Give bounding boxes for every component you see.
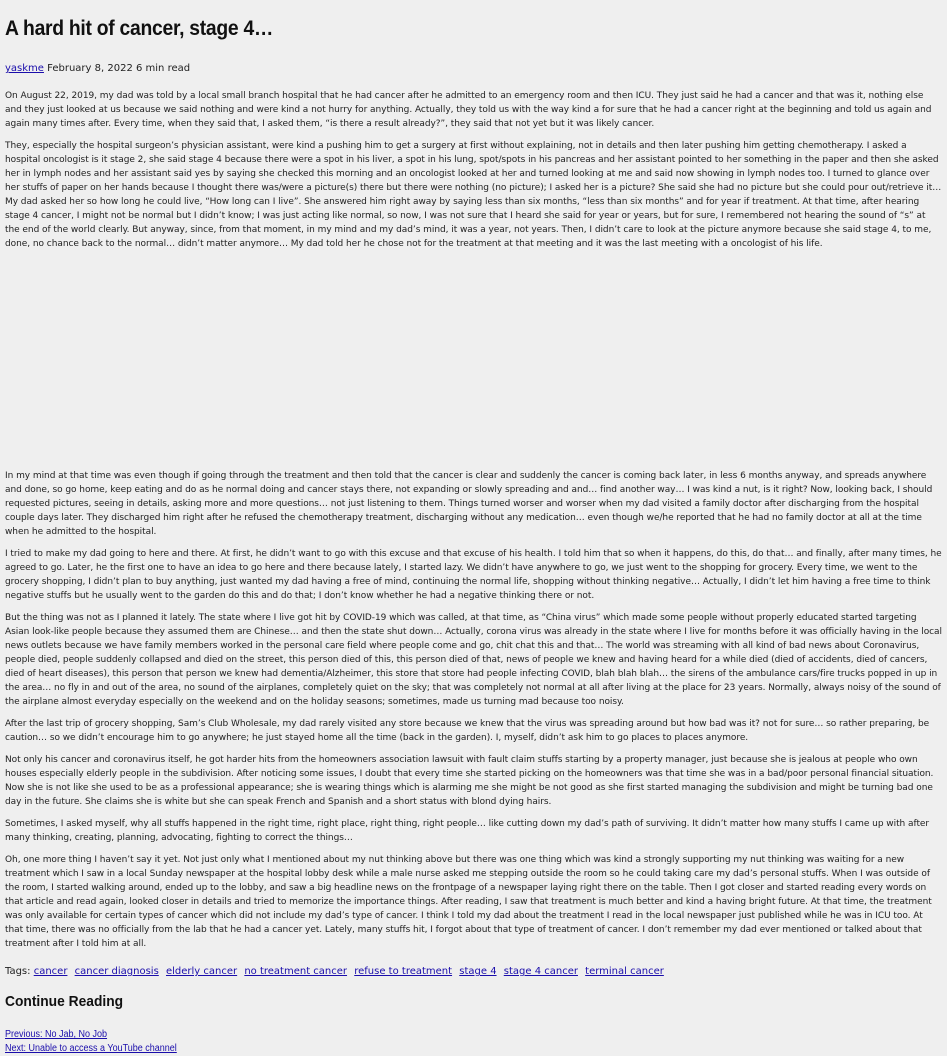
- paragraph-1: On August 22, 2019, my dad was told by a local small branch hospital that he had cancer after he admitted to an emergency room and then ICU. They just said he had a cancer and that was it, nothing else and they just looked at us because we said nothing and were kind a not hurry for anything. Actually, they told us with the way kind a for sure that he had a cancer right at the beginning and told us again and again many times after. Every time, when they said that, I asked them, “is there a result already?”, they said that not yet but it was likely cancer.: [5, 91, 932, 129]
- tag-link[interactable]: cancer diagnosis: [74, 966, 159, 977]
- tags-label: Tags:: [5, 966, 31, 977]
- paragraph-6: After the last trip of grocery shopping, Sam’s Club Wholesale, my dad rarely visited any store because we knew that the virus was spreading around but how bad was it? not for sure… so rather preparing, be caution… so we didn’t encourage him to go anywhere; he just stayed home all the time (back in the garden). I, myself, didn’t ask him to go places to places anymore.: [5, 719, 930, 743]
- blank-space: [5, 259, 942, 469]
- read-time: 6 min read: [136, 63, 191, 74]
- paragraph-5: But the thing was not as I planned it lately. The state where I live got hit by COVID-19 which was called, at that time, as “China virus” which made some people without properly educated started targeting Asian look-like people because they assumed them are Chinese… and then the state shut down… Actually, corona virus was already in the state where I live for months before it was officially having in the local news outlets because we have family members worked in the personal care field where people come and go, chit chat this and that… The world was streaming with all kind of bad news about Coronavirus, people died, people suddenly collapsed and died on the street, this person died of this, this person died of that, news of people we knew and having heard for a while died (died of accidents, died of cancers, died of heart diseases), this person that person we knew had dementia/Alzheimer, this store that store had people infecting COVID, blah blah blah… the sirens of the ambulance cars/fire trucks popped in up in the area… no fly in and out of the area, no sound of the airplanes, completely quiet on the sky; that was completely not normal at all after living at the place for 23 years. Normally, always noisy of the sound of the airplane almost everyday especially on the weekend and on the holiday seasons; sometimes, made us turning mad because too noisy.: [5, 613, 942, 707]
- continue-reading-heading: Continue Reading: [5, 993, 124, 1010]
- paragraph-4: I tried to make my dad going to here and there. At first, he didn’t want to go with this excuse and that excuse of his health. I told him that so when it happens, do this, do that… and finally, after many times, he agreed to go. Later, he the first one to have an idea to go here and there because lately, I started lazy. We didn’t have anywhere to go, we just went to the shopping for grocery. Every time, we went to the grocery shopping, I didn’t plan to buy anything, just wanted my dad having a free of mind, continuing the normal life, shopping without thinking negative… Actually, I didn’t let him having a free time to think negative stuffs but he usually went to the garden do this and do that; I don’t know whether he had a negative thinking there or not.: [5, 549, 942, 601]
- paragraph-8: Sometimes, I asked myself, why all stuffs happened in the right time, right place, right thing, right people… like cutting down my dad’s path of surviving. It didn’t matter how many stuffs I came up with after many thinking, creating, planning, advocating, fighting to correct the things…: [5, 819, 930, 843]
- post-title: A hard hit of cancer, stage 4…: [5, 17, 274, 40]
- tag-link[interactable]: elderly cancer: [165, 966, 238, 977]
- post-meta: [5, 62, 942, 76]
- author-link[interactable]: yaskme: [5, 63, 44, 74]
- post-date: February 8, 2022: [47, 63, 133, 74]
- paragraph-2: They, especially the hospital surgeon’s physician assistant, were kind a pushing him to get a surgery at first without explaining, not in details and then later pushing him getting chemotherapy. I asked a hospital oncologist is it stage 2, she said stage 4 because there were a spot in his liver, a spot in his lung, spot/spots in his pancreas and her assistant pointed to her something in the paper and then she asked her in lymph nodes and her assistant said yes by saying she checked this morning and an oncologist looked at her and turned looking at me and said now showing in lymph nodes too. I turned to glance over her stuffs of paper on her hands because I thought there was/were a picture(s) there but there were nothing (no picture); I asked her is a picture? She said she had no picture but she could pour out/retrieve it… My dad asked her so how long he could live, “How long can I live”. She answered him right away by saying less than six months, “less than six months” and for year if treatment. At that time, after hearing stage 4 cancer, I might not be normal but I didn’t know; I was just acting like normal, so now, I was not sure that I heard she said for year or years, but for sure, I remembered not hearing the sound of “s” at the end of the world clearly. But anyway, since, from that moment, in my mind and my dad’s mind, it was a year, not years. Then, I didn’t care to look at the picture anymore because she said stage 4, to me, done, no chance back to the normal… didn’t matter anymore… My dad told her he chose not for the treatment at that meeting and it was the last meeting with a oncologist of his life.: [5, 141, 942, 249]
- post-navigation: [5, 1028, 942, 1056]
- paragraph-9: Oh, one more thing I haven’t say it yet. Not just only what I mentioned about my nut thinking above but there was one thing which was kind a strongly supporting my nut thinking was waiting for a new treatment which I saw in a local Sunday newspaper at the hospital lobby desk while a male nurse asked me stepping outside the room so he could taking care my dad’s personal stuffs. When I was outside of the room, I started walking around, ended up to the lobby, and saw a big headline news on the frontpage of a newspaper laying right there on the table. Then I got closer and started reading every words on that article and read again, looked closer in details and tried to memorize the importance things. After reading, I saw that treatment is much better and kind a having bright future. At that time, the treatment was only available for certain types of cancer which did not include my dad’s type of cancer. I think I told my dad about the treatment I read in the local newspaper just published while he was in ICU too. At that time, there was no officially from the lab that he had a cancer yet. Lately, many stuffs hit, I forgot about that type of treatment of cancer. I don’t remember my dad ever mentioned or talked about that treatment after I told him at all.: [5, 855, 932, 949]
- tag-link[interactable]: stage 4 cancer: [503, 966, 578, 977]
- tag-link[interactable]: no treatment cancer: [244, 966, 348, 977]
- previous-post-link[interactable]: Previous: No Jab, No Job: [5, 1029, 108, 1040]
- paragraph-7: Not only his cancer and coronavirus itself, he got harder hits from the homeowners association lawsuit with fault claim stuffs starting by a property manager, just because she is jealous at people who own houses especially elderly people in the subdivision. After noticing some issues, I doubt that every time she started picking on the homeowners was that time she was in a bad/poor personal financial situation. Now she is not like she used to be as a professional appearance; she is wearing things which is alarming me she might be not good as she first started managing the subdivision and might be turning bad one day in the future. She claims she is white but she can speak French and Spanish and a short status with blond dying hairs.: [5, 755, 934, 807]
- tag-link[interactable]: cancer: [33, 966, 68, 977]
- tag-link[interactable]: terminal cancer: [585, 966, 664, 977]
- tag-link[interactable]: stage 4: [459, 966, 497, 977]
- tags-row: [5, 965, 942, 979]
- paragraph-3: In my mind at that time was even though if going through the treatment and then told that the cancer is clear and suddenly the cancer is coming back later, in less 6 months anyway, and spreads anywhere and done, so go home, keep eating and do as he normal doing and cancer stays there, not expanding or slowly spreading and and… find another way… I was kind a nut, is it right? Now, looking back, I should requested pictures, seeing in details, asking more and more questions… not just listening to them. Things turned worser and worser when my dad visited a family doctor after discharging from the hospital couple days later. They discharged him right after he refused the chemotherapy treatment, discharging without any medication… even though we/he reported that he had no family doctor at all at the time when he admitted to the hospital.: [5, 471, 933, 537]
- next-post-link[interactable]: Next: Unable to access a YouTube channel: [5, 1043, 177, 1054]
- tag-link[interactable]: refuse to treatment: [354, 966, 453, 977]
